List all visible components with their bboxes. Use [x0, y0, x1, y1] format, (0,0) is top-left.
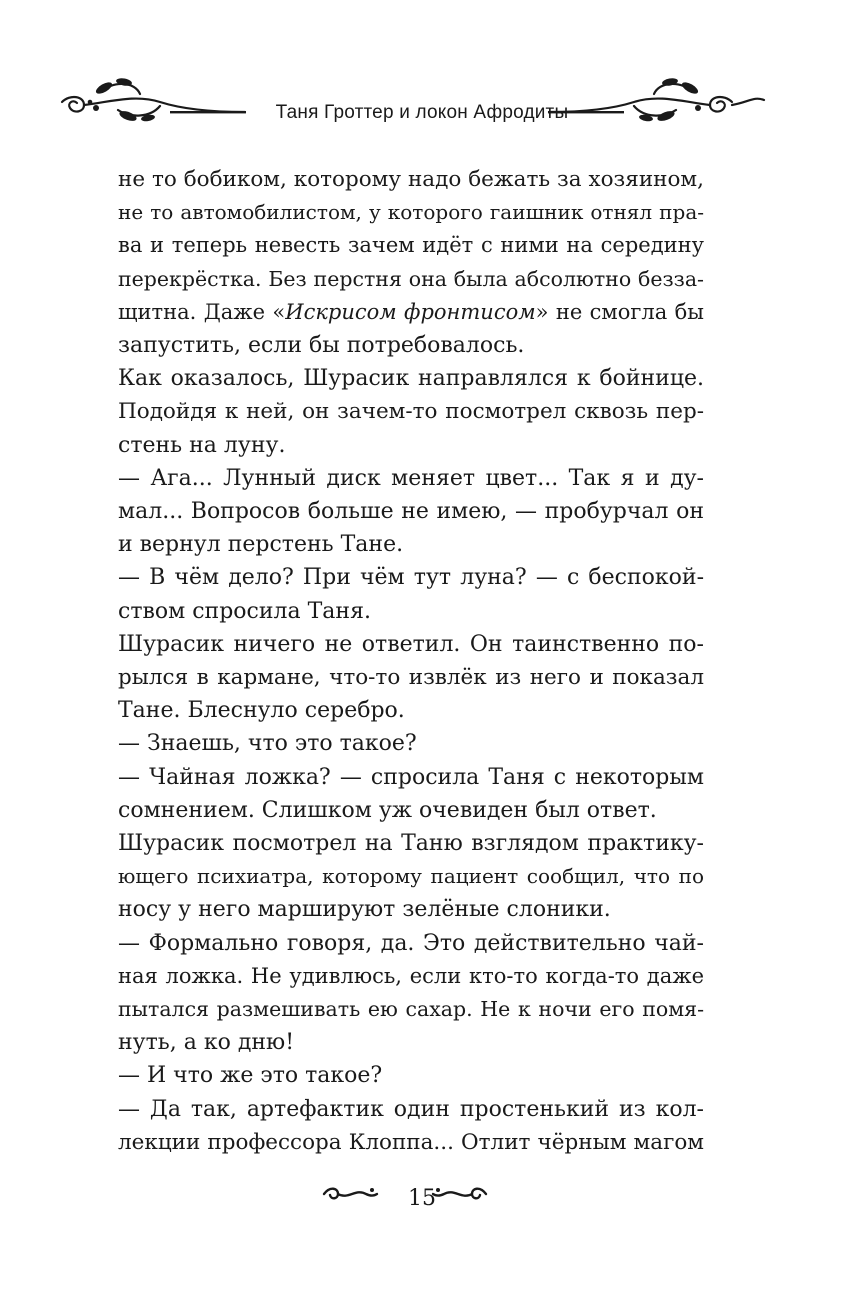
- text-line: не то автомобилистом, у которого гаишник отнял пра-: [118, 200, 704, 225]
- text-line: ющего психиатра, которому пациент сообщил, что по: [118, 864, 704, 889]
- text-line: ством спросила Таня.: [118, 598, 371, 624]
- text-line: — Ага... Лунный диск меняет цвет... Так я и ду-: [118, 465, 704, 491]
- page-footer: [0, 1180, 844, 1220]
- text-line: ва и теперь невесть зачем идёт с ними на середину: [118, 233, 704, 258]
- text-line: Как оказалось, Шурасик направлялся к бойнице.: [118, 366, 704, 392]
- page-number: 15: [408, 1186, 436, 1211]
- text-line: Подойдя к ней, он зачем-то посмотрел сквозь пер-: [118, 399, 704, 425]
- text-line: ная ложка. Не удивлюсь, если кто-то когда-то даже: [118, 963, 704, 988]
- text-line: пытался размешивать ею сахар. Не к ночи его помя-: [118, 997, 704, 1022]
- text-line: перекрёстка. Без перстня она была абсолютно безза-: [118, 266, 704, 291]
- text-line: запустить, если бы потребовалось.: [118, 333, 525, 359]
- book-title: Таня Гроттер и локон Афродиты: [275, 102, 569, 123]
- text-line: лекции профессора Клоппа... Отлит чёрным магом: [118, 1129, 704, 1155]
- text-line: — Формально говоря, да. Это действительно чай-: [118, 930, 704, 956]
- text-line: мал... Вопросов больше не имею, — пробурчал он: [118, 499, 704, 525]
- text-line: — И что же это такое?: [118, 1063, 383, 1089]
- text-line: нуть, а ко дню!: [118, 1030, 295, 1056]
- text-line: Шурасик посмотрел на Таню взглядом практику-: [118, 831, 704, 857]
- text-line: рылся в кармане, что-то извлёк из него и показал: [118, 665, 704, 691]
- text-line: — Знаешь, что это такое?: [118, 731, 417, 757]
- text-line: щитна. Даже «Искрисом фронтисом» не смогла бы: [118, 299, 704, 324]
- text-line: Шурасик ничего не ответил. Он таинственно по-: [118, 631, 704, 657]
- text-line: Тане. Блеснуло серебро.: [118, 698, 405, 724]
- text-line: — В чём дело? При чём тут луна? — с беспокой-: [118, 565, 704, 591]
- text-line: сомнением. Слишком уж очевиден был ответ.: [118, 797, 657, 823]
- text-line: стень на луну.: [118, 432, 286, 458]
- text-line: и вернул перстень Тане.: [118, 532, 404, 558]
- text-line: носу у него маршируют зелёные слоники.: [118, 897, 611, 923]
- text-line: не то бобиком, которому надо бежать за хозяином,: [118, 167, 704, 192]
- text-line: — Да так, артефактик один простенький из кол-: [118, 1096, 704, 1122]
- footer-right-flourish-icon: [430, 1180, 490, 1210]
- text-line: — Чайная ложка? — спросила Таня с некоторым: [118, 764, 704, 790]
- page-body: [118, 163, 704, 1159]
- running-header: [0, 72, 844, 142]
